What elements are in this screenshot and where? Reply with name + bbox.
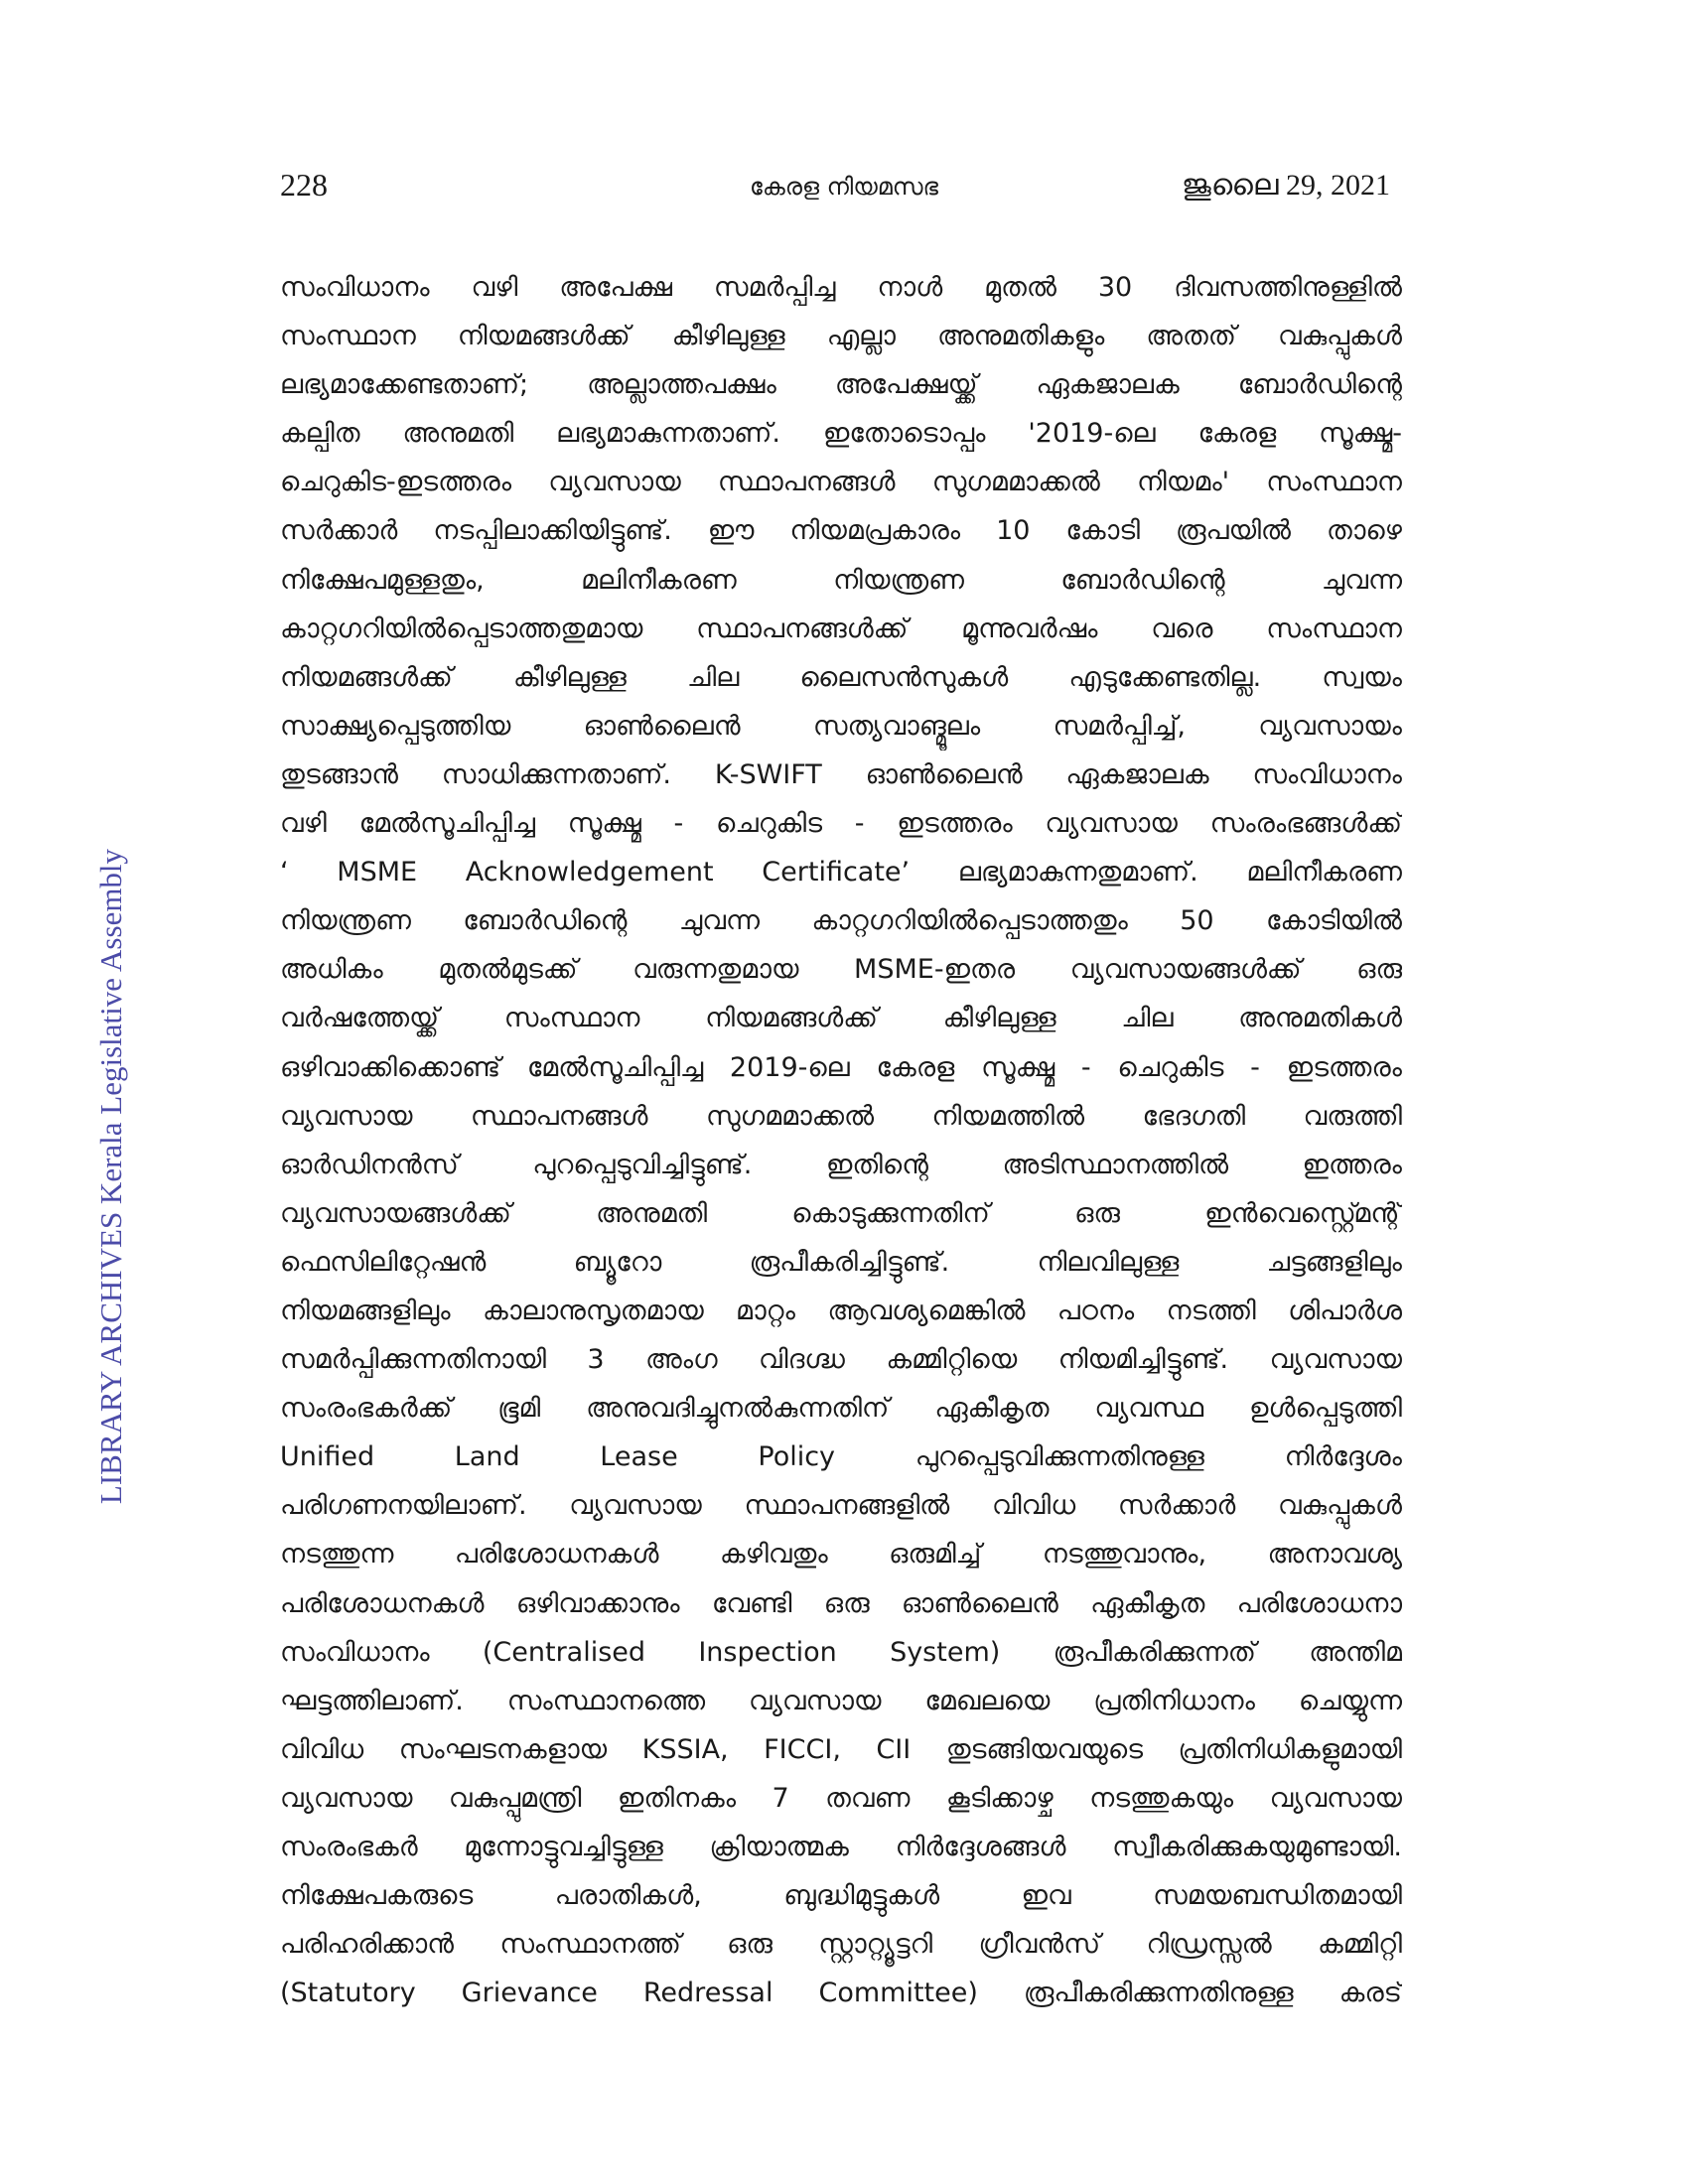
text-line: (Statutory Grievance Redressal Committee) രൂപീകരിക്കുന്നതിനുള്ള കരട് [280, 1978, 1402, 2009]
text-line: തുടങ്ങാൻ സാധിക്കുന്നതാണ്. K-SWIFT ഓൺലൈൻ ഏകജാലക സംവിധാനം [280, 758, 1402, 790]
page-number: 228 [280, 167, 328, 203]
text-line: പരിഗണനയിലാണ്. വ്യവസായ സ്ഥാപനങ്ങളിൽ വിവിധ സർക്കാർ വകുപ്പുകൾ [280, 1490, 1402, 1522]
running-title: കേരള നിയമസഭ [749, 173, 939, 201]
text-line: കല്പിത അനുമതി ലഭ്യമാകുന്നതാണ്. ഇതോടൊപ്പം '2019-ലെ കേരള സൂക്ഷ്മ- [280, 418, 1402, 450]
text-line: നിയമങ്ങൾക്ക് കീഴിലുള്ള ചില ലൈസൻസുകൾ എടുക്കേണ്ടതില്ല. സ്വയം [280, 661, 1402, 693]
text-line: നിയമങ്ങളിലും കാലാനുസൃതമായ മാറ്റം ആവശ്യമെങ്കിൽ പഠനം നടത്തി ശിപാർശ [280, 1295, 1402, 1326]
text-line: ‘ MSME Acknowledgement Certificate’ ലഭ്യമാകുന്നതുമാണ്. മലിനീകരണ [280, 857, 1402, 888]
text-line: വഴി മേൽസൂചിപ്പിച്ച സൂക്ഷ്മ - ചെറുകിട - ഇടത്തരം വ്യവസായ സംരംഭങ്ങൾക്ക് [280, 808, 1402, 840]
text-line: പരിശോധനകൾ ഒഴിവാക്കാനും വേണ്ടി ഒരു ഓൺലൈൻ ഏകീകൃത പരിശോധനാ [280, 1587, 1402, 1619]
text-line: നിക്ഷേപകരുടെ പരാതികൾ, ബുദ്ധിമുട്ടുകൾ ഇവ സമയബന്ധിതമായി [280, 1880, 1402, 1912]
text-line: ഫെസിലിറ്റേഷൻ ബ്യൂറോ രൂപീകരിച്ചിട്ടുണ്ട്. നിലവിലുള്ള ചട്ടങ്ങളിലും [280, 1246, 1402, 1278]
text-line: ഒഴിവാക്കിക്കൊണ്ട് മേൽസൂചിപ്പിച്ച 2019-ലെ കേരള സൂക്ഷ്മ - ചെറുകിട - ഇടത്തരം [280, 1051, 1402, 1083]
text-line: ഘട്ടത്തിലാണ്. സംസ്ഥാനത്തെ വ്യവസായ മേഖലയെ പ്രതിനിധാനം ചെയ്യുന്ന [280, 1685, 1402, 1716]
text-line: വിവിധ സംഘടനകളായ KSSIA, FICCI, CII തുടങ്ങിയവയുടെ പ്രതിനിധികളുമായി [280, 1733, 1402, 1765]
text-line: വ്യവസായ സ്ഥാപനങ്ങൾ സുഗമമാക്കൽ നിയമത്തിൽ ഭേദഗതി വരുത്തി [280, 1100, 1402, 1132]
text-line: Unified Land Lease Policy പുറപ്പെടുവിക്കുന്നതിനുള്ള നിർദ്ദേശം [280, 1441, 1402, 1473]
text-line: സാക്ഷ്യപ്പെടുത്തിയ ഓൺലൈൻ സത്യവാങ്മൂലം സമർപ്പിച്ച്, വ്യവസായം [280, 710, 1402, 742]
text-line: ലഭ്യമാക്കേണ്ടതാണ്; അല്ലാത്തപക്ഷം അപേക്ഷയ്ക്ക് ഏകജാലക ബോർഡിന്റെ [280, 369, 1402, 401]
text-line: ഓർഡിനൻസ് പുറപ്പെടുവിച്ചിട്ടുണ്ട്. ഇതിന്റെ അടിസ്ഥാനത്തിൽ ഇത്തരം [280, 1149, 1402, 1180]
text-line: അധികം മുതൽമുടക്ക് വരുന്നതുമായ MSME-ഇതര വ്യവസായങ്ങൾക്ക് ഒരു [280, 954, 1402, 986]
text-line: സംവിധാനം (Centralised Inspection System) രൂപീകരിക്കുന്നത് അന്തിമ [280, 1636, 1402, 1668]
text-line: സമർപ്പിക്കുന്നതിനായി 3 അംഗ വിദഗ്ദ്ധ കമ്മിറ്റിയെ നിയമിച്ചിട്ടുണ്ട്. വ്യവസായ [280, 1344, 1402, 1376]
text-line: നടത്തുന്ന പരിശോധനകൾ കഴിവതും ഒരുമിച്ച് നടത്തുവാനും, അനാവശ്യ [280, 1539, 1402, 1570]
text-line: സംരംഭകർക്ക് ഭൂമി അനുവദിച്ചുനൽകുന്നതിന് ഏകീകൃത വ്യവസ്ഥ ഉൾപ്പെടുത്തി [280, 1393, 1402, 1425]
text-line: നിക്ഷേപമുള്ളതും, മലിനീകരണ നിയന്ത്രണ ബോർഡിന്റെ ചുവന്ന [280, 564, 1402, 596]
text-line: നിയന്ത്രണ ബോർഡിന്റെ ചുവന്ന കാറ്റഗറിയിൽപ്പെടാത്തതും 50 കോടിയിൽ [280, 905, 1402, 937]
text-line: സംരംഭകർ മുന്നോട്ടുവച്ചിട്ടുള്ള ക്രിയാത്മക നിർദ്ദേശങ്ങൾ സ്വീകരിക്കുകയുമുണ്ടായി. [280, 1832, 1402, 1862]
text-line: സംസ്ഥാന നിയമങ്ങൾക്ക് കീഴിലുള്ള എല്ലാ അനുമതികളും അതത് വകുപ്പുകൾ [280, 321, 1402, 352]
text-line: വർഷത്തേയ്ക്ക് സംസ്ഥാന നിയമങ്ങൾക്ക് കീഴിലുള്ള ചില അനുമതികൾ [280, 1003, 1402, 1034]
text-line: സർക്കാർ നടപ്പിലാക്കിയിട്ടുണ്ട്. ഈ നിയമപ്രകാരം 10 കോടി രൂപയിൽ താഴെ [280, 515, 1402, 547]
text-line: സംവിധാനം വഴി അപേക്ഷ സമർപ്പിച്ച നാൾ മുതൽ 30 ദിവസത്തിനുള്ളിൽ [280, 272, 1402, 303]
header-date: ജൂലൈ 29, 2021 [1182, 169, 1390, 202]
text-line: വ്യവസായങ്ങൾക്ക് അനുമതി കൊടുക്കുന്നതിന് ഒരു ഇൻവെസ്റ്റ്മെന്റ് [280, 1197, 1402, 1229]
archive-watermark: LIBRARY ARCHIVES Kerala Legislative Assembly [93, 848, 128, 1505]
text-line: കാറ്റഗറിയിൽപ്പെടാത്തതുമായ സ്ഥാപനങ്ങൾക്ക് മൂന്നുവർഷം വരെ സംസ്ഥാന [280, 613, 1402, 644]
body-text [280, 263, 1402, 2017]
text-line: വ്യവസായ വകുപ്പുമന്ത്രി ഇതിനകം 7 തവണ കൂടിക്കാഴ്ച നടത്തുകയും വ്യവസായ [280, 1782, 1402, 1814]
text-line: പരിഹരിക്കാൻ സംസ്ഥാനത്ത് ഒരു സ്റ്റാറ്റ്യൂട്ടറി ഗ്രീവൻസ് റിഡ്രസ്സൽ കമ്മിറ്റി [280, 1929, 1402, 1961]
text-line: ചെറുകിട-ഇടത്തരം വ്യവസായ സ്ഥാപനങ്ങൾ സുഗമമാക്കൽ നിയമം' സംസ്ഥാന [280, 467, 1402, 498]
